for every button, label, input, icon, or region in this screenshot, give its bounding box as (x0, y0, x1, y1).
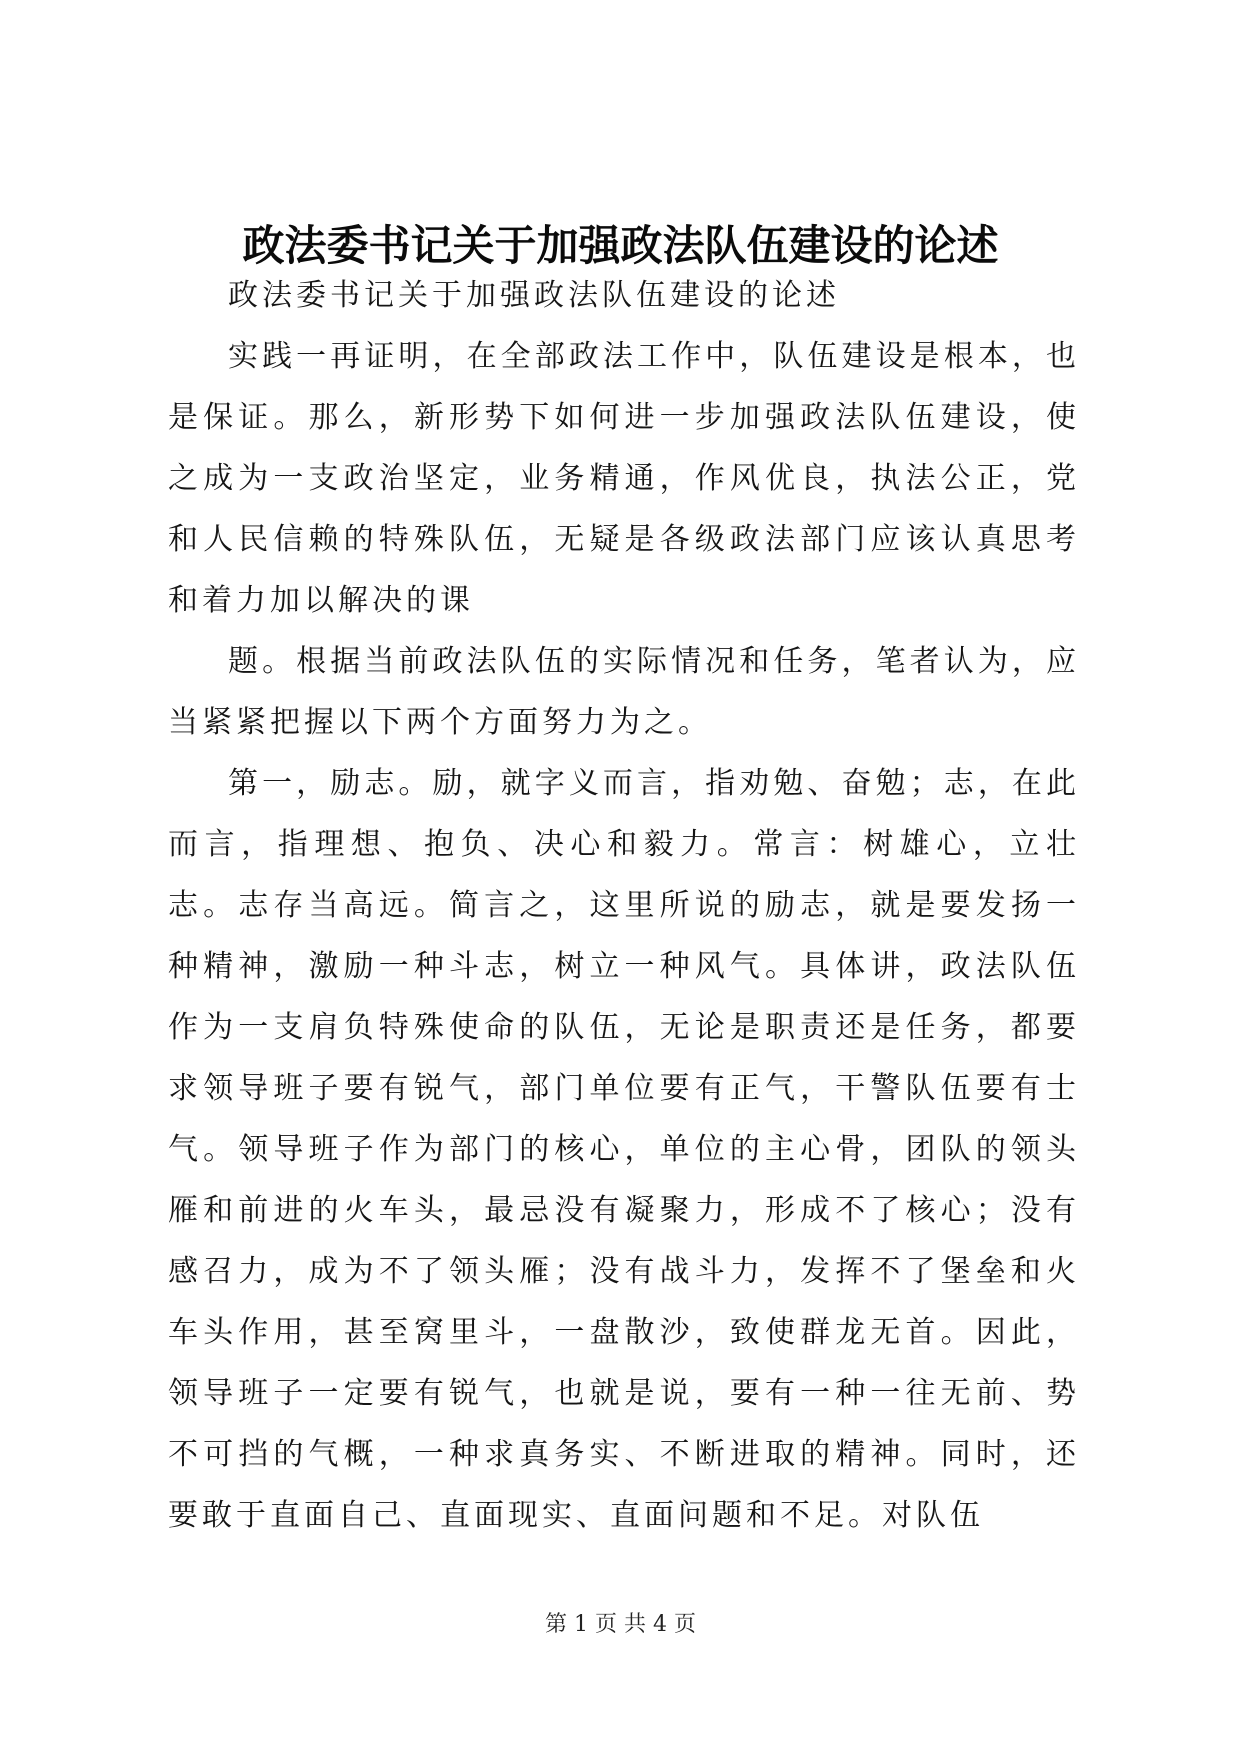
paragraph-2: 题。根据当前政法队伍的实际情况和任务，笔者认为，应当紧紧把握以下两个方面努力为之。 (168, 644, 1080, 740)
document-body (168, 265, 1080, 1546)
document-title: 政法委书记关于加强政法队伍建设的论述 (242, 221, 999, 270)
page-footer: 第 1 页 共 4 页 (545, 1612, 696, 1637)
paragraph-3: 第一，励志。励，就字义而言，指劝勉、奋勉；志，在此而言，指理想、抱负、决心和毅力。常言：树雄心，立壮志。志存当高远。简言之，这里所说的励志，就是要发扬一种精神，激励一种斗志，树立一种风气。具体讲，政法队伍作为一支肩负特殊使命的队伍，无论是职责还是任务，都要求领导班子要有锐气，部门单位要有正气，干警队伍要有士气。领导班子作为部门的核心，单位的主心骨，团队的领头雁和前进的火车头，最忌没有凝聚力，形成不了核心；没有感召力，成为不了领头雁；没有战斗力，发挥不了堡垒和火车头作用，甚至窝里斗，一盘散沙，致使群龙无首。因此，领导班子一定要有锐气，也就是说，要有一种一往无前、势不可挡的气概，一种求真务实、不断进取的精神。同时，还要敢于直面自己、直面现实、直面问题和不足。对队伍 (168, 766, 1080, 1533)
paragraph-1: 实践一再证明，在全部政法工作中，队伍建设是根本，也是保证。那么，新形势下如何进一步加强政法队伍建设，使之成为一支政治坚定，业务精通，作风优良，执法公正，党和人民信赖的特殊队伍，无疑是各级政法部门应该认真思考和着力加以解决的课 (168, 339, 1080, 618)
paragraph-subtitle: 政法委书记关于加强政法队伍建设的论述 (228, 278, 840, 313)
